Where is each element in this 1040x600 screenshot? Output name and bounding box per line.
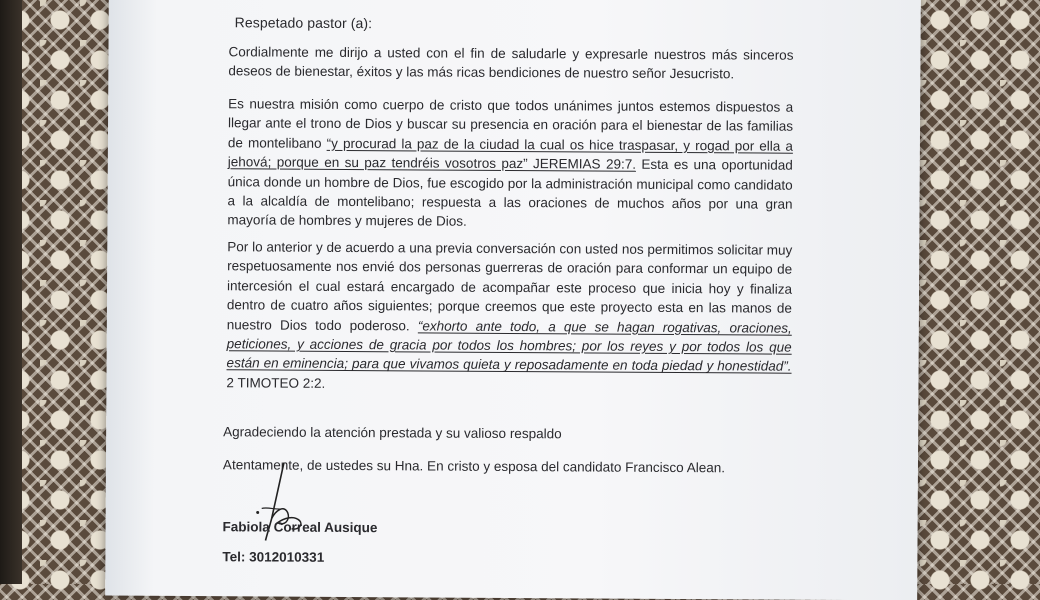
timoteo-quote: “exhorto ante todo, a que se hagan rogativas, oraciones, peticiones, y acciones de gracia por todos los hombres; por los reyes y por todos los que están en eminencia; para que vivamos quieta y reposadamente en toda piedad y honestidad”. xyxy=(226,318,792,375)
paragraph-2 xyxy=(227,94,793,233)
closing-thanks: Agradeciendo la atención prestada y su valioso respaldo xyxy=(223,424,562,442)
paragraph-3 xyxy=(226,237,792,396)
background-edge xyxy=(0,0,22,584)
timoteo-reference: 2 TIMOTEO 2:2. xyxy=(226,375,326,391)
closing-regards: Atentamente, de ustedes su Hna. En cristo y esposa del candidato Francisco Alean. xyxy=(222,457,726,476)
paragraph-2-text-a: Es nuestra misión como cuerpo de cristo que todos unánimes juntos estemos dispuestos a llegar ante el trono de Dios y buscar su presencia en oración para el bienestar de las familias de montelibano xyxy=(227,96,794,151)
letter-paper xyxy=(105,0,921,600)
paragraph-3-text-a: Por lo anterior y de acuerdo a una previa conversación con usted nos permitimos solicitar muy respetuosamente nos envié dos personas guerreras de oración para conformar un equipo de intercesión el cual estará encargado de acompañar este proceso que inicia hoy y finaliza dentro de cuatro años siguientes; porque creemos que este proyecto esta en las manos de nuestro Dios todo poderoso. xyxy=(226,239,793,334)
signer-name: Fabiola Correal Ausique xyxy=(222,519,378,536)
jeremias-quote: “y procurad la paz de la ciudad la cual os hice traspasar, y rogad por ella a jehová; porque en su paz tendréis vosotros paz” JEREMIAS 29:7. xyxy=(227,135,793,172)
signer-phone: Tel: 3012010331 xyxy=(222,549,325,565)
handwritten-signature xyxy=(253,460,324,550)
paragraph-2-text-b: Esta es una oportunidad única donde un hombre de Dios, fue escogido por la administración municipal como candidato a la alcaldía de montelibano; respuesta a las oraciones de muchos años por una gran mayoría de hombres y mujeres de Dios. xyxy=(227,156,793,230)
paragraph-1: Cordialmente me dirijo a usted con el fin de saludarle y expresarle nuestros más sinceros deseos de bienestar, éxitos y las más ricas bendiciones de nuestro señor Jesucristo. xyxy=(228,44,794,82)
letter-greeting: Respetado pastor (a): xyxy=(234,14,373,32)
